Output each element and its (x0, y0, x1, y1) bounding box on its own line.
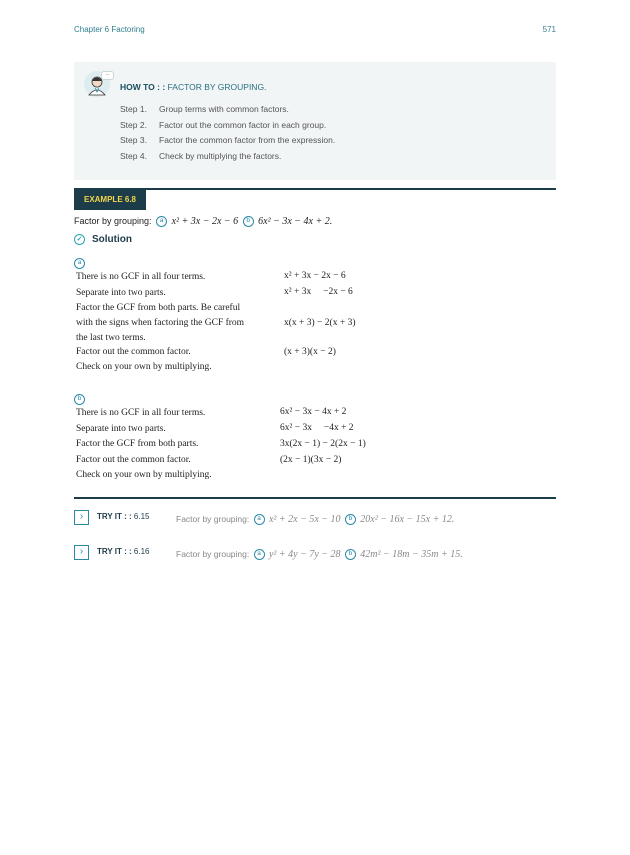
chevron-right-icon[interactable]: › (74, 510, 89, 525)
try-it-number: 6.16 (133, 547, 150, 556)
solution-text: Check on your own by multiplying. (76, 470, 212, 480)
howto-step (120, 118, 335, 134)
howto-step (120, 133, 335, 149)
solution-text: the last two terms. (76, 333, 146, 343)
try-it-prefix: TRY IT : : (97, 512, 132, 521)
part-a-marker: a (156, 216, 167, 227)
solution-text: There is no GCF in all four terms. (76, 408, 206, 418)
step-text: Check by multiplying the factors. (159, 150, 282, 161)
solution-text: Factor out the common factor. (76, 347, 191, 357)
howto-box (74, 62, 556, 180)
part-b-marker: b (74, 394, 85, 405)
step-number: Step 2. (120, 119, 147, 130)
example-bottom-rule (74, 497, 556, 499)
howto-steps (120, 102, 335, 164)
solution-math: (x + 3)(x − 2) (284, 347, 336, 357)
example-badge: EXAMPLE 6.8 (74, 190, 146, 210)
part-b-marker: b (345, 514, 356, 525)
page-header (74, 25, 556, 39)
solution-text: with the signs when factoring the GCF from (76, 318, 245, 328)
solution-heading-text: Solution (92, 234, 132, 246)
solution-math: x(x + 3) − 2(x + 3) (284, 318, 356, 328)
step-number: Step 1. (120, 104, 147, 114)
speech-bubble-icon: ... (101, 71, 114, 80)
chapter-title: Chapter 6 Factoring (74, 25, 145, 34)
solution-text: There is no GCF in all four terms. (76, 272, 206, 282)
checkmark-icon: ✓ (74, 234, 85, 245)
chevron-right-icon[interactable]: › (74, 545, 89, 560)
part-b-marker: b (345, 549, 356, 560)
solution-text: Factor the GCF from both parts. Be careful (76, 303, 241, 313)
solution-part-a-label (74, 255, 85, 273)
try-it-title (97, 512, 149, 521)
example-prompt-text: Factor by grouping: (74, 216, 152, 226)
try-it-prefix: TRY IT : : (97, 547, 132, 556)
part-a-marker: a (254, 549, 265, 560)
step-text: Group terms with common factors. (159, 104, 289, 114)
try-it-title (97, 547, 149, 556)
solution-math: 3x(2x − 1) − 2(2x − 1) (280, 439, 366, 449)
solution-text: Separate into two parts. (76, 288, 166, 298)
solution-text: Separate into two parts. (76, 424, 166, 434)
step-text: Factor the common factor from the expression. (159, 135, 336, 145)
page-number: 571 (542, 25, 556, 34)
try-it-number: 6.15 (133, 512, 150, 521)
howto-title (120, 82, 266, 92)
solution-text: Factor the GCF from both parts. (76, 439, 199, 449)
howto-title-prefix: HOW TO : : (120, 82, 166, 92)
example-expr-b: 6x² − 3x − 4x + 2. (258, 216, 333, 227)
solution-heading (74, 234, 132, 245)
howto-step (120, 149, 335, 165)
try-it-expr-a: y² + 4y − 7y − 28 (268, 549, 341, 560)
try-it-expr-a: x² + 2x − 5x − 10 (268, 514, 341, 525)
part-a-marker: a (254, 514, 265, 525)
step-text: Factor out the common factor in each group. (159, 119, 327, 130)
solution-math: 6x² − 3x −4x + 2 (280, 423, 354, 433)
solution-part-b-label (74, 391, 85, 409)
try-it-expr-b: 42m² − 18m − 35m + 15. (360, 549, 463, 560)
solution-text: Factor out the common factor. (76, 455, 191, 465)
try-it-expr-b: 20x² − 16x − 15x + 12. (360, 514, 455, 525)
solution-math: x² + 3x −2x − 6 (284, 287, 353, 297)
solution-math: x² + 3x − 2x − 6 (284, 271, 346, 281)
try-it-prompt-text: Factor by grouping: (176, 549, 250, 559)
try-it-prompt (176, 514, 454, 525)
example-prompt (74, 216, 332, 227)
step-number: Step 4. (120, 150, 147, 161)
try-it-prompt (176, 549, 463, 560)
part-a-marker: a (74, 258, 85, 269)
example-expr-a: x² + 3x − 2x − 6 (171, 216, 239, 227)
solution-math: 6x² − 3x − 4x + 2 (280, 407, 347, 417)
try-it-prompt-text: Factor by grouping: (176, 514, 250, 524)
part-b-marker: b (243, 216, 254, 227)
solution-text: Check on your own by multiplying. (76, 362, 212, 372)
howto-step (120, 102, 335, 118)
example-rule (74, 188, 556, 190)
solution-math: (2x − 1)(3x − 2) (280, 455, 342, 465)
step-number: Step 3. (120, 135, 147, 145)
howto-title-text: FACTOR BY GROUPING. (167, 82, 267, 92)
